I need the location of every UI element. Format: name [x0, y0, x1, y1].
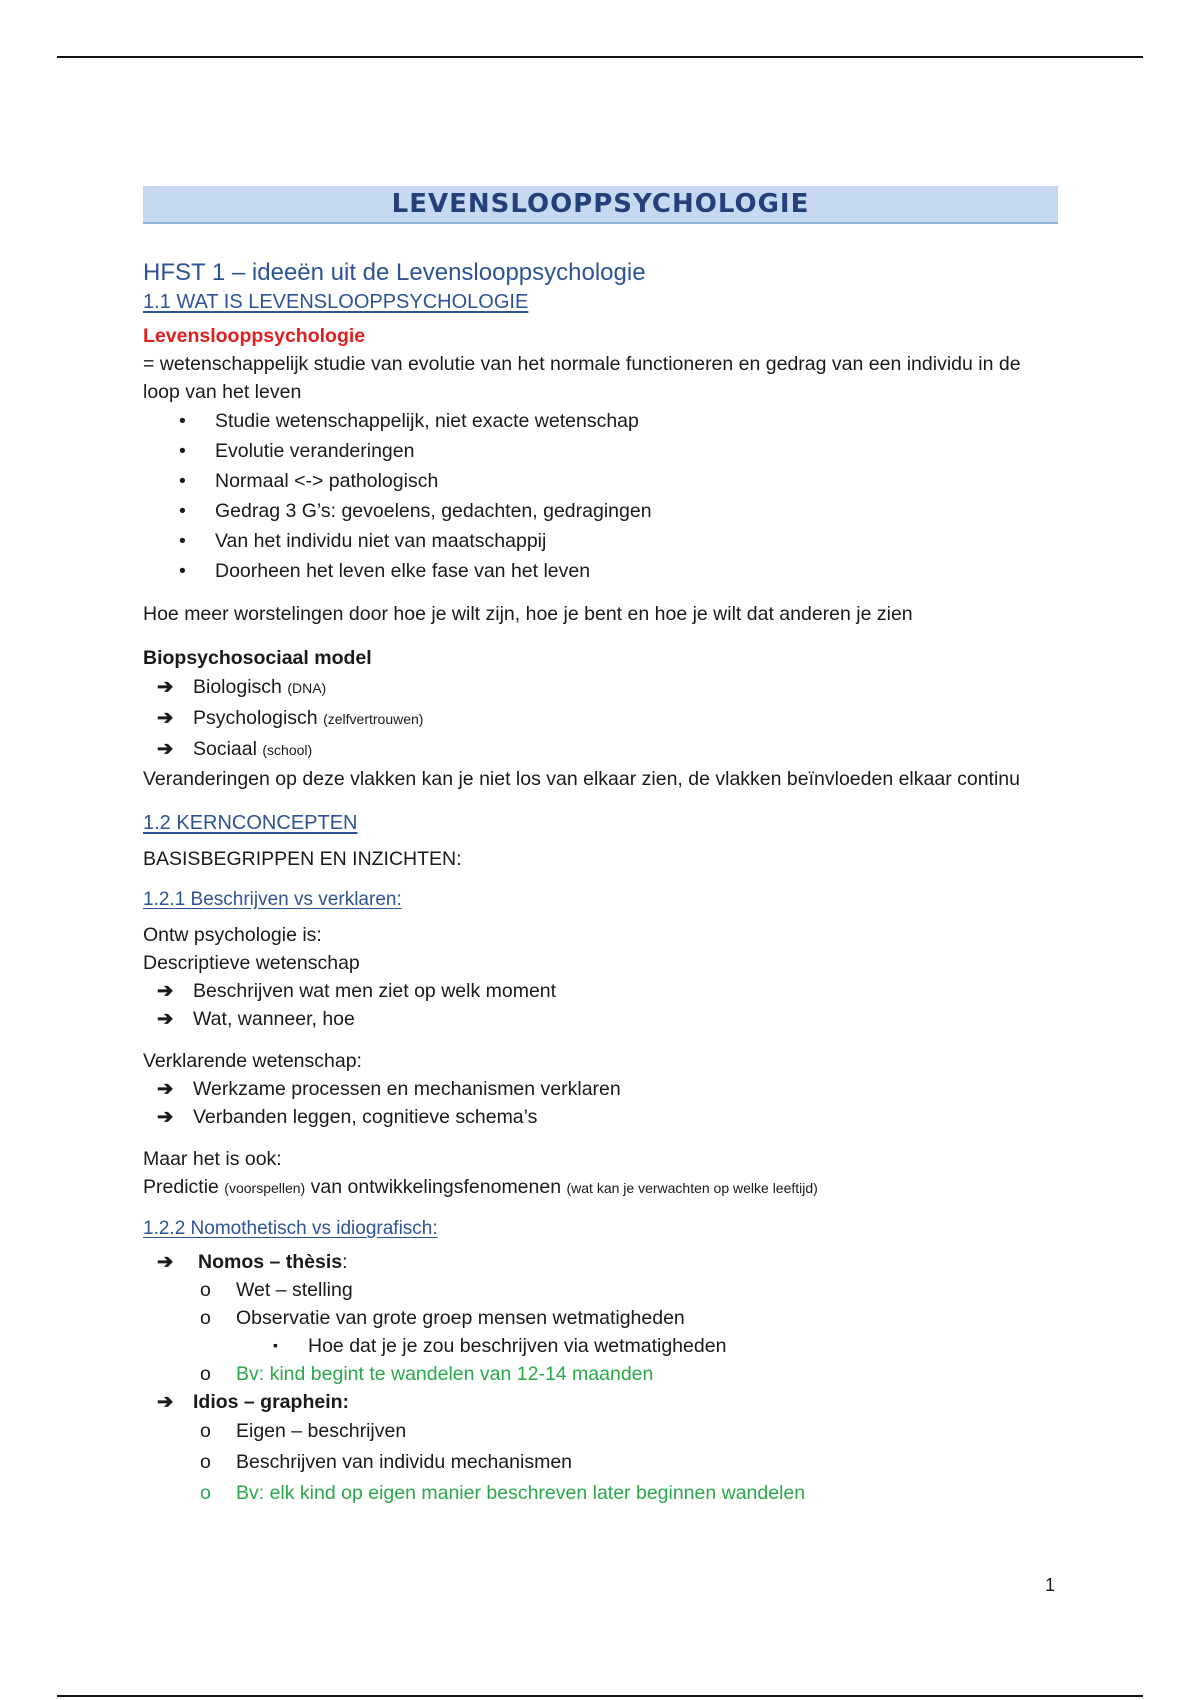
bullet-icon: •	[179, 560, 186, 582]
chapter-heading: HFST 1 – ideeën uit de Levenslooppsychologie	[143, 259, 646, 286]
ook-line: Maar het is ook:	[143, 1148, 282, 1170]
circle-bullet-icon: o	[200, 1482, 211, 1504]
circle-bullet-icon: o	[200, 1279, 211, 1301]
list-item: ▪ Hoe dat je je zou beschrijven via wetmatigheden	[143, 1332, 1058, 1360]
bullet-icon: •	[179, 440, 186, 462]
list-item: o Observatie van grote groep mensen wetmatigheden	[143, 1304, 1058, 1332]
circle-bullet-icon: o	[200, 1451, 211, 1473]
descriptief-list	[143, 977, 1058, 1033]
predictie-line: Predictie (voorspellen) van ontwikkelingsfenomenen (wat kan je verwachten op welke leeftijd)	[143, 1176, 818, 1198]
ontw-line: Ontw psychologie is:	[143, 924, 322, 946]
list-item: ➔ Verbanden leggen, cognitieve schema’s	[143, 1103, 1058, 1131]
section-1-2-heading: 1.2 KERNCONCEPTEN	[143, 812, 358, 834]
list-item: • Studie wetenschappelijk, niet exacte wetenschap	[143, 406, 1058, 436]
worstelingen-note: Hoe meer worstelingen door hoe je wilt zijn, hoe je bent en hoe je wilt dat anderen je zien	[143, 603, 913, 625]
list-item: • Evolutie veranderingen	[143, 436, 1058, 466]
list-item: • Van het individu niet van maatschappij	[143, 526, 1058, 556]
model-title: Biopsychosociaal model	[143, 647, 372, 669]
definition-bullet-list	[143, 406, 1058, 586]
top-rule	[57, 56, 1143, 58]
list-item: • Normaal <-> pathologisch	[143, 466, 1058, 496]
list-item: ➔ Psychologisch (zelfvertrouwen)	[143, 703, 1058, 734]
bullet-icon: •	[179, 500, 186, 522]
list-item: o Beschrijven van individu mechanismen	[143, 1446, 1058, 1478]
descriptieve-line: Descriptieve wetenschap	[143, 952, 360, 974]
bottom-rule	[57, 1695, 1143, 1697]
circle-bullet-icon: o	[200, 1307, 211, 1329]
arrow-icon: ➔	[157, 1078, 174, 1100]
bullet-icon: •	[179, 530, 186, 552]
section-1-2-2-heading: 1.2.2 Nomothetisch vs idiografisch:	[143, 1218, 438, 1239]
arrow-icon: ➔	[157, 1008, 174, 1030]
arrow-icon: ➔	[157, 707, 174, 729]
circle-bullet-icon: o	[200, 1363, 211, 1385]
arrow-icon: ➔	[157, 738, 174, 760]
list-item: • Doorheen het leven elke fase van het leven	[143, 556, 1058, 586]
list-item: ➔ Beschrijven wat men ziet op welk moment	[143, 977, 1058, 1005]
section-1-2-1-heading: 1.2.1 Beschrijven vs verklaren:	[143, 889, 402, 910]
list-item: ➔ Werkzame processen en mechanismen verklaren	[143, 1075, 1058, 1103]
bullet-icon: •	[179, 410, 186, 432]
document-page	[143, 186, 1058, 1508]
model-note: Veranderingen op deze vlakken kan je niet los van elkaar zien, de vlakken beïnvloeden elkaar continu	[143, 768, 1020, 790]
document-title: LEVENSLOOPPSYCHOLOGIE	[143, 186, 1058, 224]
term-levenslooppsychologie: Levenslooppsychologie	[143, 325, 366, 347]
bullet-icon: •	[179, 470, 186, 492]
page-number: 1	[1045, 1575, 1056, 1595]
list-item: ➔ Nomos – thèsis:	[143, 1248, 1058, 1276]
list-item: ➔ Sociaal (school)	[143, 734, 1058, 765]
arrow-icon: ➔	[157, 1251, 174, 1273]
arrow-icon: ➔	[157, 980, 174, 1002]
verklarende-line: Verklarende wetenschap:	[143, 1050, 362, 1072]
section-1-2-subtitle: BASISBEGRIPPEN EN INZICHTEN:	[143, 848, 462, 870]
list-item: • Gedrag 3 G’s: gevoelens, gedachten, gedragingen	[143, 496, 1058, 526]
arrow-icon: ➔	[157, 1391, 174, 1413]
list-item: o Bv: elk kind op eigen manier beschreven later beginnen wandelen	[143, 1478, 1058, 1508]
list-item: o Eigen – beschrijven	[143, 1416, 1058, 1446]
list-item: ➔ Biologisch (DNA)	[143, 672, 1058, 703]
section-1-1-heading: 1.1 WAT IS LEVENSLOOPPSYCHOLOGIE	[143, 291, 529, 313]
model-list	[143, 672, 1058, 765]
list-item: o Wet – stelling	[143, 1276, 1058, 1304]
definition-text: = wetenschappelijk studie van evolutie van het normale functioneren en gedrag van een individu in de loop van het leven	[143, 353, 1021, 403]
list-item: o Bv: kind begint te wandelen van 12-14 maanden	[143, 1360, 1058, 1388]
arrow-icon: ➔	[157, 1106, 174, 1128]
list-item: ➔ Wat, wanneer, hoe	[143, 1005, 1058, 1033]
nomothetisch-list	[143, 1248, 1058, 1508]
arrow-icon: ➔	[157, 676, 174, 698]
circle-bullet-icon: o	[200, 1420, 211, 1442]
verklarend-list	[143, 1075, 1058, 1131]
square-bullet-icon: ▪	[273, 1337, 278, 1353]
list-item: ➔ Idios – graphein:	[143, 1388, 1058, 1416]
